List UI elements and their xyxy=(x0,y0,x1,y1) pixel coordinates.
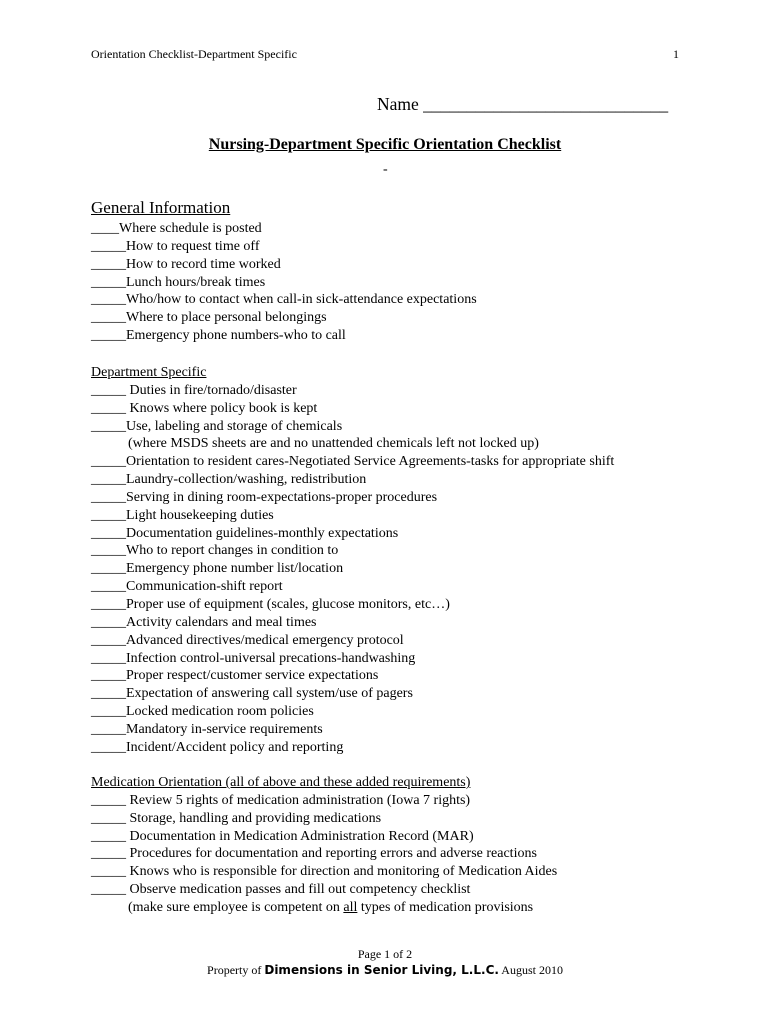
checklist-item: _____Use, labeling and storage of chemicals xyxy=(91,418,343,434)
medication-orientation-section xyxy=(91,774,557,917)
footer-property-prefix: Property of xyxy=(207,963,265,977)
checklist-item: _____Serving in dining room-expectations-proper procedures xyxy=(91,489,438,505)
checklist-item: _____Emergency phone numbers-who to call xyxy=(91,328,346,344)
header-title: Orientation Checklist-Department Specific xyxy=(91,47,297,61)
footer-property-line xyxy=(0,963,770,978)
checklist-item: _____Activity calendars and meal times xyxy=(91,614,317,630)
note-emphasis: all xyxy=(343,899,358,915)
header-page-number: 1 xyxy=(673,47,679,61)
checklist-item: _____Who/how to contact when call-in sick-attendance expectations xyxy=(91,292,477,308)
checklist-item: _____Where to place personal belongings xyxy=(91,310,327,326)
checklist-item: _____Orientation to resident cares-Negotiated Service Agreements-tasks for appropriate shift xyxy=(91,454,615,470)
checklist-item: _____Infection control-universal precations-handwashing xyxy=(91,650,416,666)
checklist-item: _____ Knows who is responsible for direction and monitoring of Medication Aides xyxy=(91,864,558,880)
checklist-item: _____ Storage, handling and providing medications xyxy=(91,810,382,826)
general-information-heading: General Information xyxy=(91,198,231,217)
note-text-after: types of medication provisions xyxy=(357,899,534,915)
checklist-item: _____Communication-shift report xyxy=(91,579,283,595)
checklist-item: _____Who to report changes in condition to xyxy=(91,543,339,559)
checklist-item: _____Expectation of answering call system/use of pagers xyxy=(91,686,413,702)
medication-orientation-heading: Medication Orientation (all of above and these added requirements) xyxy=(91,775,471,790)
document-title: Nursing-Department Specific Orientation Checklist xyxy=(208,136,562,153)
department-specific-section xyxy=(91,364,614,757)
department-specific-heading: Department Specific xyxy=(91,365,207,380)
checklist-item: _____Locked medication room policies xyxy=(91,704,314,720)
title-dash: - xyxy=(383,162,388,177)
checklist-item: _____Proper respect/customer service expectations xyxy=(91,668,379,684)
checklist-item: _____ Procedures for documentation and reporting errors and adverse reactions xyxy=(91,846,537,862)
footer-page-number: Page 1 of 2 xyxy=(357,947,413,961)
checklist-item: _____ Review 5 rights of medication administration (Iowa 7 rights) xyxy=(91,792,471,808)
name-field-line: Name ____________________________ xyxy=(377,94,669,114)
checklist-item: _____Mandatory in-service requirements xyxy=(91,721,323,737)
checklist-item: _____ Duties in fire/tornado/disaster xyxy=(91,382,297,398)
checklist-item: _____ Documentation in Medication Administration Record (MAR) xyxy=(91,828,474,844)
checklist-item: _____ Knows where policy book is kept xyxy=(91,400,318,416)
checklist-item: _____Documentation guidelines-monthly expectations xyxy=(91,525,399,541)
checklist-item: _____Emergency phone number list/location xyxy=(91,561,344,577)
checklist-item: _____Light housekeeping duties xyxy=(91,507,274,523)
checklist-item-note xyxy=(91,899,557,917)
checklist-item: _____Advanced directives/medical emergency protocol xyxy=(91,632,404,648)
footer-date: August 2010 xyxy=(498,963,563,977)
checklist-item: _____ Observe medication passes and fill out competency checklist xyxy=(91,882,471,898)
checklist-item: _____Laundry-collection/washing, redistribution xyxy=(91,472,367,488)
checklist-item: _____Proper use of equipment (scales, glucose monitors, etc…) xyxy=(91,596,450,612)
checklist-item: _____How to record time worked xyxy=(91,256,281,272)
footer-company-name: Dimensions in Senior Living, L.L.C. xyxy=(264,963,499,977)
checklist-item-note: (where MSDS sheets are and no unattended chemicals left not locked up) xyxy=(128,436,539,452)
general-information-list xyxy=(91,220,477,345)
checklist-item: _____Lunch hours/break times xyxy=(91,274,266,290)
note-text-before: (make sure employee is competent on xyxy=(128,899,344,915)
checklist-item: _____How to request time off xyxy=(91,238,260,254)
checklist-item: ____Where schedule is posted xyxy=(91,221,262,236)
checklist-item: _____Incident/Accident policy and reporting xyxy=(91,739,344,755)
